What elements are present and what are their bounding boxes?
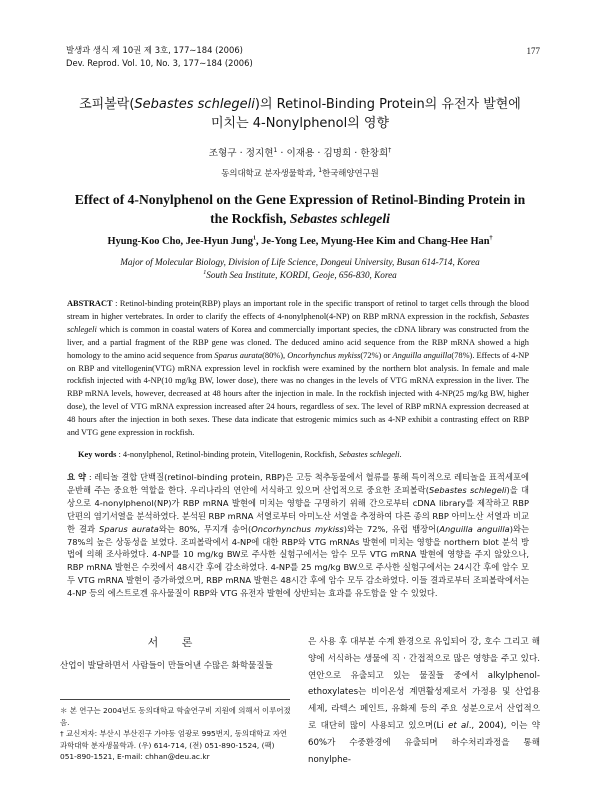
english-authors-dagger: † (489, 235, 493, 242)
introduction-right-etal: et al (448, 720, 469, 731)
korean-authors (40, 145, 560, 159)
english-affiliation-line-2-text: South Sea Institute, KORDI, Geoje, 656-830, Korea (206, 270, 397, 280)
footnote-divider (60, 699, 290, 700)
korean-affiliation-b: 한국해양연구원 (322, 168, 379, 178)
english-authors (40, 236, 560, 247)
korean-abstract (67, 471, 529, 600)
korean-affiliation-sup-1: 1 (318, 167, 323, 175)
introduction-right-part-1: 은 사용 후 대부분 수계 환경으로 유입되어 강, 호수 그리고 해양에 서식하는 생물에 직 · 간접적으로 많은 영향을 주고 있다. 연안으로 유출되고 있는 물질들 중에서 alkylphenol-ethoxylates는 비이온성 계면활성제로서 가정용 및 산업용 세제, 라텍스 페인트, 유화제 등의 주요 성분으로서 산업적으로 대단히 많이 사용되고 있으며(Li (308, 637, 540, 731)
abstract-label: ABSTRACT (67, 299, 113, 308)
english-affiliation-line-2 (40, 269, 560, 282)
abstract-species-4: Anguilla anguilla (392, 350, 452, 360)
korean-abstract-part-2: )을 대상으로 4-nonylphenol(NP)가 RBP mRNA 발현에 미치는 영향을 구명하기 위해 간으로부터 cDNA library를 제작하고 RBP 단편의 염기서열을 분석하였다. 분석된 RBP mRNA 서열로부터 아미노산 서열을 추정하여 다른 종의 RBP 아미노산 서열과 비교한 결과 (67, 484, 529, 534)
english-authors-sup-1: 1 (253, 235, 256, 242)
running-header-korean: 발생과 생식 제 10권 제 3호, 177∼184 (2006) (66, 45, 243, 55)
korean-abstract-species-1: Sebastes schlegeli (429, 484, 507, 495)
korean-title-post: )의 Retinol-Binding Protein의 유전자 발현에 (254, 97, 521, 112)
introduction-right-part-2: ., 2004), 이는 약 60%가 수중환경에 유출되며 하수처리과정을 통해 nonylphe- (308, 720, 540, 765)
abstract-part-1: : Retinol-binding protein(RBP) plays an important role in the specific transport of retinol to target cells through the blood stream in higher vertebrates. In order to clarify the effects of 4-nonylphenol(4-NP) on RBP mRNA expression in the rockfish, (67, 299, 529, 321)
keywords-end: . (399, 450, 402, 459)
korean-abstract-species-4: Anguilla anguilla (439, 523, 510, 534)
abstract-part-2: which is common in coastal waters of Korea and commercially important species, the cDNA library was constructed from the liver, and a partial fragment of the RBP gene was cloned. The deduced amino acid sequence from the RBP mRNA showed a high homology to the amino acid sequence from (67, 324, 529, 360)
abstract-species-2: Sparus aurata (214, 350, 263, 360)
introduction-left-column: 산업이 발달하면서 사람들이 만들어낸 수많은 화학물질들 (60, 661, 273, 671)
korean-affiliation-a: 동의대학교 분자생물학과, (221, 168, 319, 178)
keywords-species: Sebastes schlegeli (338, 450, 400, 459)
korean-affiliation (40, 167, 560, 179)
page-number: 177 (526, 46, 540, 56)
abstract-species-1: Sebastes schlegeli (67, 311, 529, 334)
english-title (40, 191, 560, 228)
footnote (60, 705, 292, 763)
english-abstract (67, 298, 529, 440)
korean-abstract-species-2: Sparus aurata (99, 523, 159, 534)
korean-title-line-1 (40, 95, 560, 114)
korean-authors-dagger: † (388, 146, 392, 154)
english-title-species: Sebastes schlegeli (289, 210, 390, 226)
running-header-english: Dev. Reprod. Vol. 10, No. 3, 177∼184 (2006) (66, 58, 253, 68)
english-authors-a: Hyung-Koo Cho, Jee-Hyun Jung (107, 236, 253, 247)
korean-abstract-label: 요 약 (67, 472, 87, 482)
keywords-text: : 4-nonylphenol, Retinol-binding protein, Vitellogenin, Rockfish, (116, 450, 339, 459)
english-affiliation-sup-1: 1 (203, 269, 207, 276)
korean-abstract-part-3: 와는 80%, 무지개 송어( (158, 523, 252, 534)
korean-title (40, 95, 560, 133)
abstract-part-5: (78%). Effects of 4-NP on RBP and vitellogenin(VTG) mRNA expression level in rockfish were examined by the northern blot analysis. In female and male rockfish injected with 4-NP(10 mg/kg BW, lower dose), there was no changes in the levels of VTG mRNA expression in the liver. The RBP mRNA levels, however, decreased at 48 hours after the injection in male. In the rockfish injected with 4-NP(25 mg/kg BW, higher dose), the level of VTG mRNA expression increased after 24 hours, regardless of sex. The level of RBP mRNA expression decreased at 48 hours after the injection in both sexes. These data indicate that estrogenic mimics such as 4-NP exhibit a contrasting effect on RBP and VTG gene expression in rockfish. (67, 350, 529, 438)
abstract-part-3: (80%), (262, 350, 288, 360)
english-authors-b: , Je-Yong Lee, Myung-Hee Kim and Chang-Hee Han (256, 236, 490, 247)
korean-abstract-species-3: Oncorhynchus mykiss (251, 523, 344, 534)
section-heading-introduction: 서 론 (147, 636, 203, 649)
korean-abstract-part-1: : 레티놀 결합 단백질(retinol-binding protein, RBP)은 고등 척추동물에서 혈류를 통해 특이적으로 레티놀을 표적세포에 운반해 주는 중요한 역할을 한다. 우리나라의 연안에 서식하고 있으며 산업적으로 중요한 조피볼락( (67, 472, 529, 495)
english-affiliation-line-1: Major of Molecular Biology, Division of Life Science, Dongeui University, Busan 614-714, Korea (120, 257, 480, 267)
abstract-species-3: Oncorhynchus mykiss (287, 350, 361, 360)
english-affiliation (40, 256, 560, 282)
keywords-label: Key words (78, 450, 117, 459)
footnote-corresponding-author: † 교신저자: 부산시 부산진구 가야동 엄광로 995번지, 동의대학교 자연과학대학 분자생물학과. (우) 614-714, (전) 051-890-1524, (팩) 051-890-1521, E-mail: chhan@deu.ac.kr (60, 729, 288, 762)
keywords (78, 449, 530, 462)
abstract-part-4: (72%) or (360, 350, 393, 360)
korean-authors-part-b: · 이재용 · 김명희 · 한창희 (277, 148, 389, 159)
introduction-right-column (308, 634, 540, 768)
korean-authors-sup-1: 1 (273, 146, 278, 154)
korean-title-pre: 조피볼락( (79, 97, 135, 112)
footnote-funding: ＊ 본 연구는 2004년도 동의대학교 학술연구비 지원에 의해서 이루어졌음. (60, 706, 291, 727)
english-title-pre: the Rockfish, (210, 210, 290, 226)
korean-authors-part-a: 조형구 · 정지현 (208, 148, 274, 159)
english-title-line-2 (40, 210, 560, 229)
english-title-line-1: Effect of 4-Nonylphenol on the Gene Expression of Retinol-Binding Protein in (74, 192, 526, 207)
korean-abstract-part-5: )와는 78%의 높은 상동성을 보였다. 조피볼락에서 4-NP에 대한 RBP와 VTG mRNAs 발현에 미치는 영향을 northern blot 분석 방법에 의해 조사하였다. 4-NP를 10 mg/kg BW로 주사한 실험구에서는 암수 모두 VTG mRNA 발현에 영향을 주지 않았으나, RBP mRNA 발현은 수컷에서 48시간 후에 감소하였다. 4-NP를 25 mg/kg BW으로 주사한 실험구에서는 24시간 후에 암수 모두 VTG mRNA 발현이 증가하였으며, RBP mRNA 발현은 48시간 후에 암수 모두 감소하였다. 이들 결과로부터 조피볼락에서는 4-NP 등의 에스트로겐 유사물질이 RBP와 VTG 유전자 발현에 상반되는 효과를 유도함을 알 수 있었다. (67, 523, 529, 599)
korean-title-line-2: 미치는 4-Nonylphenol의 영향 (210, 116, 390, 131)
korean-abstract-part-4: )와는 72%, 유럽 뱀장어( (343, 523, 440, 534)
korean-title-species: Sebastes schlegeli (134, 97, 255, 112)
